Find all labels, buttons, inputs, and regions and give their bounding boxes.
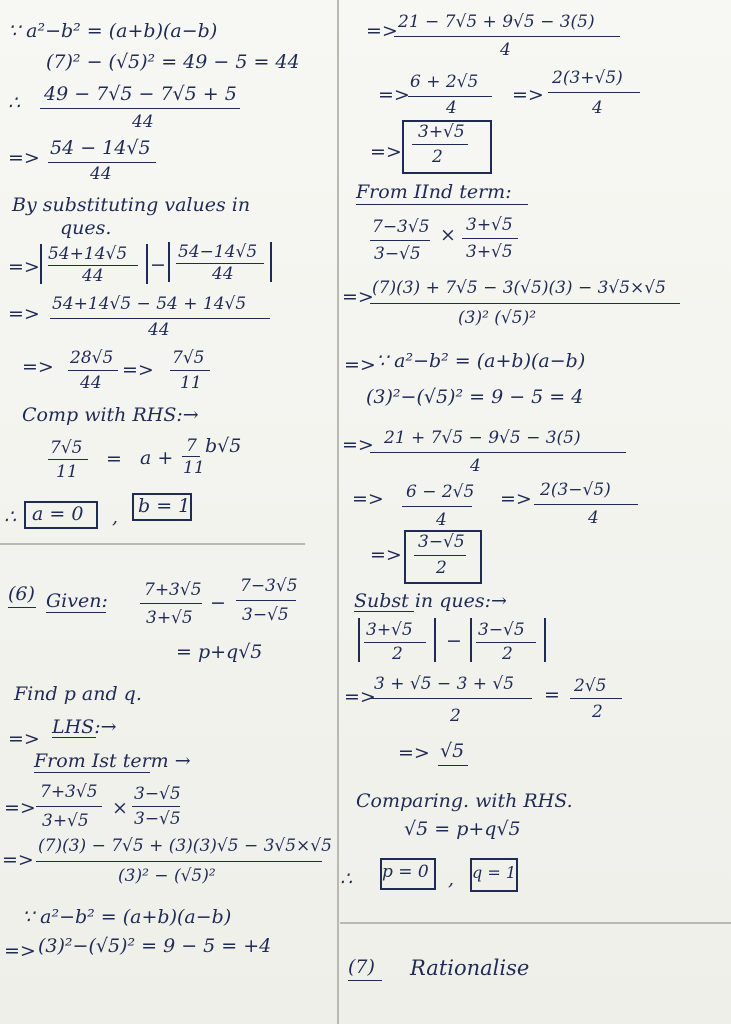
r8-result: √5 — [440, 740, 465, 762]
implies-arrow: => — [8, 147, 40, 169]
implies-arrow: => — [344, 354, 376, 376]
comma: , — [112, 506, 119, 528]
identity-substitution: (7)² − (√5)² = 49 − 5 = 44 — [46, 51, 300, 73]
first-term-expansion-bar — [36, 861, 322, 862]
subst-fraction2-numerator: 3−√5 — [478, 620, 525, 640]
lhs-label: LHS:→ — [52, 716, 117, 738]
implies-arrow: => — [366, 20, 398, 42]
compare-rhs-bar — [182, 456, 200, 457]
answer-b: b = 1 — [138, 495, 191, 517]
first-term-fraction1-numerator: 7+3√5 — [40, 782, 98, 802]
implies-arrow: => — [122, 359, 154, 381]
second-term-fraction1-numerator: 7−3√5 — [372, 217, 430, 237]
r5-fraction-bar — [402, 506, 472, 507]
implies-arrow: => — [398, 742, 430, 764]
implies-arrow: => — [378, 84, 410, 106]
first-term-fraction1-denominator: 3+√5 — [42, 811, 89, 831]
bracket-b-numerator: 54−14√5 — [178, 242, 258, 262]
r8-underline — [438, 765, 468, 766]
r7b-denominator: 2 — [592, 702, 603, 722]
r2b-numerator: 2(3+√5) — [552, 68, 623, 88]
answer-q: q = 1 — [472, 863, 516, 882]
second-term-fraction2-bar — [462, 238, 518, 239]
r3-numerator: 3+√5 — [418, 122, 465, 142]
subst-fraction2-denominator: 2 — [502, 644, 513, 664]
r5-denominator: 4 — [436, 510, 447, 530]
rationalise-heading: Rationalise — [410, 956, 530, 980]
identity-line: ∵ a²−b² = (a+b)(a−b) — [376, 350, 586, 372]
step1-denominator: 44 — [132, 112, 154, 132]
comma: , — [448, 868, 455, 890]
second-term-fraction2-numerator: 3+√5 — [466, 215, 513, 235]
implies-arrow: => — [8, 256, 40, 278]
step5b-numerator: 7√5 — [172, 348, 205, 368]
second-term-fraction1-bar — [370, 240, 430, 241]
lhs-underline — [52, 737, 96, 738]
r4-numerator: 21 + 7√5 − 9√5 − 3(5) — [384, 428, 581, 448]
implies-arrow: => — [4, 940, 36, 962]
answer-a: a = 0 — [32, 503, 84, 525]
r7b-fraction-bar — [570, 698, 622, 699]
step5b-fraction-bar — [170, 370, 210, 371]
r2-denominator: 4 — [446, 98, 457, 118]
step1-fraction-bar — [40, 108, 240, 109]
r6-denominator: 2 — [436, 558, 447, 578]
r7-numerator: 3 + √5 − 3 + √5 — [374, 674, 515, 694]
second-term-fraction2-denominator: 3+√5 — [466, 242, 513, 262]
r2-numerator: 6 + 2√5 — [410, 72, 479, 92]
therefore-symbol: ∴ — [4, 506, 17, 528]
implies-arrow: => — [4, 797, 36, 819]
section-divider-left — [0, 543, 305, 545]
second-term-expansion-bar — [370, 303, 680, 304]
compare-rhs-numerator: 7 — [186, 436, 197, 456]
step4-fraction-bar — [50, 318, 270, 319]
comparing-heading: Comparing. with RHS. — [356, 790, 573, 812]
bracket-a-denominator: 44 — [82, 266, 104, 286]
r6-fraction-bar — [414, 555, 466, 556]
r1-numerator: 21 − 7√5 + 9√5 − 3(5) — [398, 12, 595, 32]
step4-denominator: 44 — [148, 320, 170, 340]
step2-fraction-bar — [48, 162, 156, 163]
answer-p: p = 0 — [382, 862, 429, 882]
substitute-underline — [354, 611, 414, 612]
second-term-heading: From IInd term: — [356, 181, 512, 203]
r5b-fraction-bar — [534, 504, 638, 505]
first-term-expansion-numerator: (7)(3) − 7√5 + (3)(3)√5 − 3√5×√5 — [38, 836, 332, 856]
identity-line: ∵ a²−b² = (a+b)(a−b) — [8, 20, 218, 42]
second-term-underline — [356, 204, 528, 205]
given-fraction1-denominator: 3+√5 — [146, 608, 193, 628]
second-term-fraction1-denominator: 3−√5 — [374, 244, 421, 264]
step1-numerator: 49 − 7√5 − 7√5 + 5 — [44, 83, 237, 105]
given-fraction2-bar — [236, 600, 296, 601]
compare-lhs-denominator: 11 — [56, 462, 78, 482]
first-term-expansion-denominator: (3)² − (√5)² — [118, 866, 216, 886]
subst-fraction1-numerator: 3+√5 — [366, 620, 413, 640]
implies-arrow: => — [22, 356, 54, 378]
column-divider — [337, 0, 339, 1024]
implies-arrow: => — [342, 286, 374, 308]
compare-rhs-tail: b√5 — [205, 435, 242, 457]
question-number: (7) — [348, 956, 375, 978]
r2b-fraction-bar — [548, 92, 640, 93]
subst-minus: − — [446, 630, 462, 652]
compare-equals: = — [106, 448, 122, 470]
times-sign: × — [112, 797, 128, 819]
find-instruction: Find p and q. — [14, 683, 142, 705]
substitute-heading: Subst in ques:→ — [354, 590, 507, 612]
r5-numerator: 6 − 2√5 — [406, 482, 475, 502]
given-minus: − — [210, 592, 226, 614]
r7b-numerator: 2√5 — [574, 676, 607, 696]
r3-fraction-bar — [412, 144, 468, 145]
implies-arrow: => — [342, 434, 374, 456]
implies-arrow: => — [500, 488, 532, 510]
r4-denominator: 4 — [470, 456, 481, 476]
given-fraction1-numerator: 7+3√5 — [144, 580, 202, 600]
first-term-fraction1-bar — [36, 806, 102, 807]
bracket-a-numerator: 54+14√5 — [48, 244, 128, 264]
subst-fraction1-denominator: 2 — [392, 644, 403, 664]
second-term-expansion-denominator: (3)² (√5)² — [458, 308, 537, 328]
step2-numerator: 54 − 14√5 — [50, 137, 151, 159]
step2-denominator: 44 — [90, 164, 112, 184]
r6-numerator: 3−√5 — [418, 532, 465, 552]
r4-fraction-bar — [370, 452, 626, 453]
implies-arrow: => — [512, 84, 544, 106]
therefore-symbol: ∴ — [8, 92, 21, 114]
step5-fraction-bar — [68, 370, 118, 371]
subst-fraction1-bar — [364, 642, 426, 643]
implies-arrow: => — [370, 544, 402, 566]
identity-substitution: (3)²−(√5)² = 9 − 5 = 4 — [366, 386, 584, 408]
given-rhs: = p+q√5 — [176, 641, 263, 663]
r2-fraction-bar — [408, 96, 492, 97]
subst-fraction2-bar — [476, 642, 536, 643]
r7-fraction-bar — [370, 698, 532, 699]
implies-arrow: => — [370, 141, 402, 163]
therefore-symbol: ∴ — [340, 868, 353, 890]
first-term-fraction2-bar — [132, 806, 180, 807]
given-fraction1-bar — [140, 603, 202, 604]
first-term-fraction2-numerator: 3−√5 — [134, 784, 181, 804]
first-term-underline — [34, 772, 150, 773]
r7-denominator: 2 — [450, 706, 461, 726]
given-fraction2-numerator: 7−3√5 — [240, 576, 298, 596]
r2b-denominator: 4 — [592, 98, 603, 118]
implies-arrow: => — [8, 728, 40, 750]
question-number-underline — [348, 980, 382, 981]
substitution-note-cont: ques. — [60, 217, 112, 239]
step5-numerator: 28√5 — [70, 348, 114, 368]
question-number: (6) — [8, 583, 35, 605]
compare-lhs-bar — [48, 459, 88, 460]
step5-denominator: 44 — [80, 373, 102, 393]
implies-arrow: => — [2, 849, 34, 871]
step4-numerator: 54+14√5 − 54 + 14√5 — [52, 294, 247, 314]
compare-rhs-a: a + — [140, 447, 174, 469]
first-term-heading: From Ist term → — [34, 750, 191, 772]
bracket-b-denominator: 44 — [212, 264, 234, 284]
implies-arrow: => — [8, 303, 40, 325]
identity-substitution: (3)²−(√5)² = 9 − 5 = +4 — [38, 935, 272, 957]
r5b-denominator: 4 — [588, 508, 599, 528]
given-underline — [46, 612, 106, 613]
substitution-note: By substituting values in — [12, 194, 251, 216]
r5b-numerator: 2(3−√5) — [540, 480, 611, 500]
implies-arrow: => — [344, 686, 376, 708]
second-term-expansion-numerator: (7)(3) + 7√5 − 3(√5)(3) − 3√5×√5 — [372, 278, 666, 298]
identity-line: ∵ a²−b² = (a+b)(a−b) — [22, 906, 232, 928]
r7-equals: = — [544, 684, 560, 706]
times-sign: × — [440, 224, 456, 246]
minus-sign: − — [150, 254, 166, 276]
given-label: Given: — [46, 590, 108, 612]
comparing-equation: √5 = p+q√5 — [404, 818, 521, 840]
implies-arrow: => — [352, 488, 384, 510]
compare-heading: Comp with RHS:→ — [22, 404, 199, 426]
r1-denominator: 4 — [500, 40, 511, 60]
section-divider-right — [340, 922, 731, 924]
r3-denominator: 2 — [432, 147, 443, 167]
question-number-underline — [8, 607, 36, 608]
first-term-fraction2-denominator: 3−√5 — [134, 809, 181, 829]
compare-lhs-numerator: 7√5 — [50, 438, 83, 458]
step5b-denominator: 11 — [180, 373, 202, 393]
compare-rhs-denominator: 11 — [183, 458, 205, 478]
given-fraction2-denominator: 3−√5 — [242, 605, 289, 625]
r1-fraction-bar — [394, 36, 620, 37]
